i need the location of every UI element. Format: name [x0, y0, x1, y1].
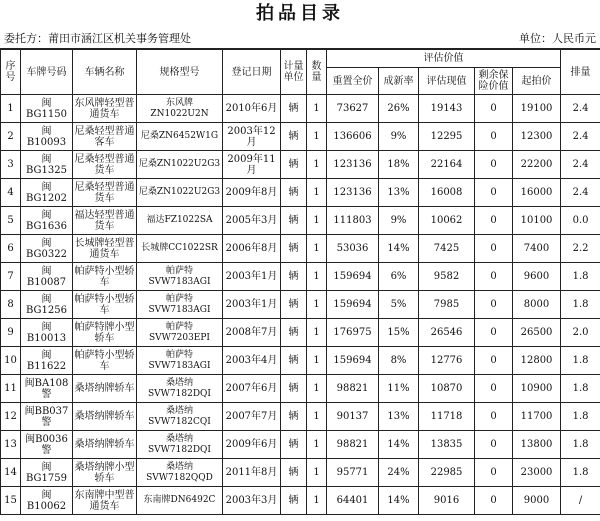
cell-newness: 11% — [379, 375, 419, 403]
cell-current: 10870 — [419, 375, 475, 403]
cell-unit: 辆 — [281, 179, 307, 207]
cell-plate: 闽B10013 — [21, 319, 73, 347]
cell-reg-date: 2007年6月 — [223, 375, 281, 403]
header-model: 规格型号 — [137, 50, 223, 95]
cell-replacement: 111803 — [327, 207, 379, 235]
cell-start-price: 9600 — [513, 263, 561, 291]
cell-replacement: 159694 — [327, 263, 379, 291]
cell-reg-date: 2005年3月 — [223, 207, 281, 235]
cell-name: 长城牌轻型普通货车 — [73, 235, 137, 263]
table-row — [1, 263, 600, 291]
cell-replacement: 95771 — [327, 459, 379, 487]
cell-displacement: 0.0 — [561, 207, 600, 235]
cell-seq: 7 — [1, 263, 21, 291]
cell-unit: 辆 — [281, 319, 307, 347]
cell-reg-date: 2003年3月 — [223, 487, 281, 515]
table-row — [1, 207, 600, 235]
cell-start-price: 11700 — [513, 403, 561, 431]
cell-newness: 6% — [379, 263, 419, 291]
cell-current: 22985 — [419, 459, 475, 487]
cell-seq: 15 — [1, 487, 21, 515]
cell-unit: 辆 — [281, 375, 307, 403]
header-qty: 数量 — [307, 50, 327, 95]
cell-replacement: 123136 — [327, 179, 379, 207]
cell-newness: 26% — [379, 95, 419, 123]
cell-current: 22164 — [419, 151, 475, 179]
cell-seq: 9 — [1, 319, 21, 347]
cell-name: 东风牌轻型普通货车 — [73, 95, 137, 123]
cell-replacement: 98821 — [327, 375, 379, 403]
cell-model: 福达FZ1022SA — [137, 207, 223, 235]
cell-model: 尼桑ZN1022U2G3 — [137, 179, 223, 207]
cell-current: 16008 — [419, 179, 475, 207]
cell-displacement: 2.4 — [561, 95, 600, 123]
cell-plate: 闽BG1256 — [21, 291, 73, 319]
cell-reg-date: 2010年6月 — [223, 95, 281, 123]
cell-residual: 0 — [475, 179, 513, 207]
cell-unit: 辆 — [281, 459, 307, 487]
cell-model: 长城牌CC1022SR — [137, 235, 223, 263]
table-row — [1, 319, 600, 347]
cell-current: 12295 — [419, 123, 475, 151]
cell-name: 帕萨特小型轿车 — [73, 263, 137, 291]
meta-line — [0, 30, 600, 48]
cell-plate: 闽BA108警 — [21, 375, 73, 403]
cell-start-price: 23000 — [513, 459, 561, 487]
cell-residual: 0 — [475, 487, 513, 515]
cell-current: 12776 — [419, 347, 475, 375]
cell-replacement: 73627 — [327, 95, 379, 123]
header-start-price: 起拍价 — [513, 68, 561, 95]
header-unit: 计量单位 — [281, 50, 307, 95]
cell-newness: 8% — [379, 347, 419, 375]
cell-seq: 2 — [1, 123, 21, 151]
cell-start-price: 8000 — [513, 291, 561, 319]
cell-unit: 辆 — [281, 151, 307, 179]
cell-unit: 辆 — [281, 431, 307, 459]
cell-displacement: 2.2 — [561, 235, 600, 263]
cell-seq: 5 — [1, 207, 21, 235]
cell-start-price: 26500 — [513, 319, 561, 347]
table-row — [1, 123, 600, 151]
cell-unit: 辆 — [281, 291, 307, 319]
cell-start-price: 9000 — [513, 487, 561, 515]
table-row — [1, 235, 600, 263]
cell-start-price: 12300 — [513, 123, 561, 151]
cell-newness: 9% — [379, 123, 419, 151]
cell-model: 东南牌DN6492C — [137, 487, 223, 515]
cell-name: 尼桑轻型普通货车 — [73, 151, 137, 179]
cell-newness: 5% — [379, 291, 419, 319]
cell-residual: 0 — [475, 151, 513, 179]
header-displacement: 排量 — [561, 50, 600, 95]
cell-seq: 4 — [1, 179, 21, 207]
cell-plate: 闽BG1150 — [21, 95, 73, 123]
cell-newness: 14% — [379, 487, 419, 515]
cell-qty: 1 — [307, 291, 327, 319]
cell-name: 桑塔纳牌轿车 — [73, 403, 137, 431]
cell-seq: 12 — [1, 403, 21, 431]
cell-reg-date: 2009年11月 — [223, 151, 281, 179]
cell-displacement: 2.4 — [561, 123, 600, 151]
cell-qty: 1 — [307, 123, 327, 151]
cell-displacement: / — [561, 487, 600, 515]
cell-start-price: 12800 — [513, 347, 561, 375]
cell-replacement: 64401 — [327, 487, 379, 515]
table-row — [1, 487, 600, 515]
cell-model: 桑塔纳SVW7182CQI — [137, 403, 223, 431]
header-name: 车辆名称 — [73, 50, 137, 95]
cell-unit: 辆 — [281, 347, 307, 375]
cell-name: 帕萨特小型轿车 — [73, 291, 137, 319]
cell-current: 26546 — [419, 319, 475, 347]
cell-unit: 辆 — [281, 123, 307, 151]
cell-current: 7985 — [419, 291, 475, 319]
cell-replacement: 98821 — [327, 431, 379, 459]
cell-residual: 0 — [475, 431, 513, 459]
table-body — [1, 95, 600, 515]
cell-model: 尼桑ZN6452W1G — [137, 123, 223, 151]
cell-newness: 9% — [379, 207, 419, 235]
cell-newness: 15% — [379, 319, 419, 347]
cell-qty: 1 — [307, 207, 327, 235]
cell-start-price: 19100 — [513, 95, 561, 123]
cell-displacement: 1.8 — [561, 459, 600, 487]
auction-table — [0, 49, 600, 515]
cell-unit: 辆 — [281, 487, 307, 515]
cell-reg-date: 2009年8月 — [223, 179, 281, 207]
cell-name: 福达轻型普通货车 — [73, 207, 137, 235]
cell-model: 桑塔纳SVW7182QQD — [137, 459, 223, 487]
cell-qty: 1 — [307, 375, 327, 403]
cell-residual: 0 — [475, 459, 513, 487]
cell-seq: 11 — [1, 375, 21, 403]
consignor-text: 委托方：莆田市涵江区机关事务管理处 — [4, 32, 191, 45]
cell-plate: 闽B10062 — [21, 487, 73, 515]
cell-unit: 辆 — [281, 403, 307, 431]
header-reg-date: 登记日期 — [223, 50, 281, 95]
cell-start-price: 7400 — [513, 235, 561, 263]
cell-seq: 3 — [1, 151, 21, 179]
cell-displacement: 2.4 — [561, 179, 600, 207]
cell-current: 19143 — [419, 95, 475, 123]
cell-residual: 0 — [475, 235, 513, 263]
table-row — [1, 179, 600, 207]
page-title: 拍品目录 — [256, 3, 344, 24]
cell-model: 桑塔纳SVW7182DQI — [137, 431, 223, 459]
cell-model: 帕萨特SVW7183AGI — [137, 291, 223, 319]
cell-plate: 闽BG1636 — [21, 207, 73, 235]
cell-displacement: 2.4 — [561, 151, 600, 179]
cell-qty: 1 — [307, 263, 327, 291]
cell-replacement: 123136 — [327, 151, 379, 179]
cell-reg-date: 2003年1月 — [223, 263, 281, 291]
cell-residual: 0 — [475, 403, 513, 431]
cell-reg-date: 2003年12月 — [223, 123, 281, 151]
cell-seq: 8 — [1, 291, 21, 319]
cell-residual: 0 — [475, 291, 513, 319]
cell-residual: 0 — [475, 347, 513, 375]
cell-name: 桑塔纳牌小型轿车 — [73, 459, 137, 487]
table-row — [1, 151, 600, 179]
cell-replacement: 136606 — [327, 123, 379, 151]
table-row — [1, 403, 600, 431]
cell-replacement: 176975 — [327, 319, 379, 347]
cell-name: 尼桑轻型普通货车 — [73, 179, 137, 207]
table-row — [1, 95, 600, 123]
cell-qty: 1 — [307, 179, 327, 207]
header-residual: 剩余保险价值 — [475, 68, 513, 95]
cell-displacement: 1.8 — [561, 347, 600, 375]
cell-qty: 1 — [307, 235, 327, 263]
table-row — [1, 431, 600, 459]
header-seq: 序号 — [1, 50, 21, 95]
cell-plate: 闽B0036警 — [21, 431, 73, 459]
table-row — [1, 291, 600, 319]
cell-seq: 1 — [1, 95, 21, 123]
cell-reg-date: 2007年7月 — [223, 403, 281, 431]
cell-qty: 1 — [307, 487, 327, 515]
header-valuation: 评估价值 — [327, 50, 561, 68]
cell-newness: 14% — [379, 431, 419, 459]
cell-replacement: 53036 — [327, 235, 379, 263]
cell-unit: 辆 — [281, 235, 307, 263]
cell-model: 尼桑ZN1022U2G3 — [137, 151, 223, 179]
header-replacement: 重置全价 — [327, 68, 379, 95]
cell-current: 13835 — [419, 431, 475, 459]
header-plate: 车牌号码 — [21, 50, 73, 95]
cell-reg-date: 2011年8月 — [223, 459, 281, 487]
cell-seq: 14 — [1, 459, 21, 487]
cell-reg-date: 2009年6月 — [223, 431, 281, 459]
cell-plate: 闽BG1325 — [21, 151, 73, 179]
cell-qty: 1 — [307, 151, 327, 179]
cell-newness: 13% — [379, 403, 419, 431]
cell-seq: 13 — [1, 431, 21, 459]
cell-seq: 6 — [1, 235, 21, 263]
cell-plate: 闽BB037警 — [21, 403, 73, 431]
cell-replacement: 159694 — [327, 291, 379, 319]
cell-plate: 闽BG1202 — [21, 179, 73, 207]
cell-reg-date: 2003年1月 — [223, 291, 281, 319]
cell-start-price: 16000 — [513, 179, 561, 207]
cell-model: 帕萨特SVW7183AGI — [137, 347, 223, 375]
cell-residual: 0 — [475, 95, 513, 123]
cell-start-price: 13800 — [513, 431, 561, 459]
cell-name: 东南牌中型普通货车 — [73, 487, 137, 515]
cell-start-price: 10900 — [513, 375, 561, 403]
header-current: 评估现值 — [419, 68, 475, 95]
cell-displacement: 2.0 — [561, 319, 600, 347]
cell-displacement: 1.8 — [561, 263, 600, 291]
cell-displacement: 1.8 — [561, 403, 600, 431]
cell-qty: 1 — [307, 459, 327, 487]
cell-replacement: 159694 — [327, 347, 379, 375]
cell-plate: 闽BG1759 — [21, 459, 73, 487]
cell-current: 10062 — [419, 207, 475, 235]
cell-displacement: 1.8 — [561, 431, 600, 459]
cell-plate: 闽B11622 — [21, 347, 73, 375]
cell-plate: 闽B10087 — [21, 263, 73, 291]
cell-name: 桑塔纳牌轿车 — [73, 375, 137, 403]
cell-displacement: 1.8 — [561, 375, 600, 403]
cell-qty: 1 — [307, 319, 327, 347]
cell-name: 帕萨特牌小型轿车 — [73, 319, 137, 347]
cell-model: 桑塔纳SVW7182DQI — [137, 375, 223, 403]
unit-text: 单位：人民币元 — [519, 32, 596, 45]
table-row — [1, 347, 600, 375]
cell-current: 11718 — [419, 403, 475, 431]
cell-current: 7425 — [419, 235, 475, 263]
cell-name: 帕萨特小型轿车 — [73, 347, 137, 375]
cell-name: 桑塔纳牌轿车 — [73, 431, 137, 459]
cell-replacement: 90137 — [327, 403, 379, 431]
cell-qty: 1 — [307, 95, 327, 123]
cell-residual: 0 — [475, 263, 513, 291]
cell-unit: 辆 — [281, 95, 307, 123]
cell-residual: 0 — [475, 207, 513, 235]
cell-model: 帕萨特SVW7203EPI — [137, 319, 223, 347]
cell-current: 9016 — [419, 487, 475, 515]
table-row — [1, 459, 600, 487]
cell-qty: 1 — [307, 403, 327, 431]
cell-newness: 18% — [379, 151, 419, 179]
cell-qty: 1 — [307, 347, 327, 375]
cell-start-price: 22200 — [513, 151, 561, 179]
cell-unit: 辆 — [281, 263, 307, 291]
cell-qty: 1 — [307, 431, 327, 459]
cell-start-price: 10100 — [513, 207, 561, 235]
cell-model: 帕萨特SVW7183AGI — [137, 263, 223, 291]
cell-name: 尼桑轻型普通客车 — [73, 123, 137, 151]
cell-seq: 10 — [1, 347, 21, 375]
cell-plate: 闽BG0322 — [21, 235, 73, 263]
cell-residual: 0 — [475, 123, 513, 151]
cell-current: 9582 — [419, 263, 475, 291]
cell-newness: 24% — [379, 459, 419, 487]
cell-displacement: 1.8 — [561, 291, 600, 319]
cell-residual: 0 — [475, 319, 513, 347]
cell-plate: 闽B10093 — [21, 123, 73, 151]
cell-reg-date: 2003年4月 — [223, 347, 281, 375]
header-newness: 成新率 — [379, 68, 419, 95]
cell-newness: 13% — [379, 179, 419, 207]
cell-newness: 14% — [379, 235, 419, 263]
cell-reg-date: 2008年7月 — [223, 319, 281, 347]
cell-model: 东风牌ZN1022U2N — [137, 95, 223, 123]
cell-unit: 辆 — [281, 207, 307, 235]
cell-reg-date: 2006年8月 — [223, 235, 281, 263]
cell-residual: 0 — [475, 375, 513, 403]
table-row — [1, 375, 600, 403]
